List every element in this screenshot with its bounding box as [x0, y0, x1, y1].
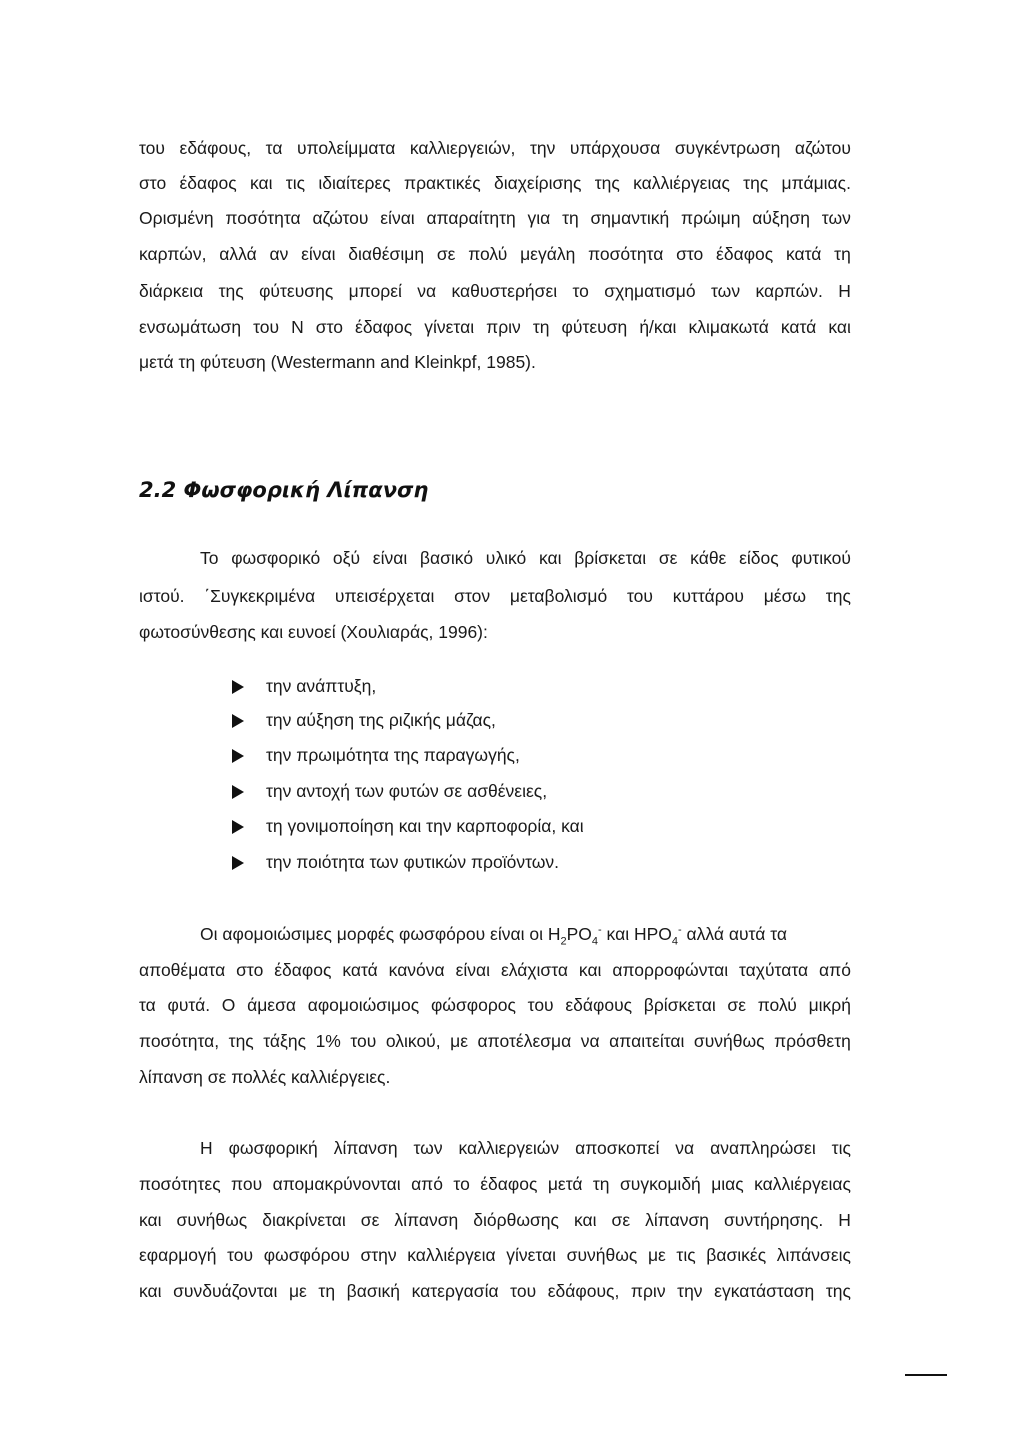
arrow-bullet-icon [232, 680, 244, 694]
text-line: μετά τη φύτευση (Westermann and Kleinkpf, 1985). [139, 352, 536, 372]
arrow-bullet-icon [232, 714, 244, 728]
list-item: την πρωιμότητα της παραγωγής, [232, 745, 520, 765]
arrow-bullet-icon [232, 856, 244, 870]
text-line: Το φωσφορικό οξύ είναι βασικό υλικό και βρίσκεται σε κάθε είδος φυτικού [200, 548, 851, 568]
text-line: ιστού. ΄Συγκεκριμένα υπεισέρχεται στον μεταβολισμό του κυττάρου μέσω της [139, 586, 851, 606]
arrow-bullet-icon [232, 785, 244, 799]
list-item: την αντοχή των φυτών σε ασθένειες, [232, 781, 547, 801]
text-line: εφαρμογή του φωσφόρου στην καλλιέργεια γίνεται συνήθως με τις βασικές λιπάνσεις [139, 1245, 851, 1265]
list-item: τη γονιμοποίηση και την καρποφορία, και [232, 816, 584, 836]
list-item: την αύξηση της ριζικής μάζας, [232, 710, 496, 730]
text-line: ποσότητες που απομακρύνονται από το έδαφος μετά τη συγκομιδή μιας καλλιέργειας [139, 1174, 851, 1194]
text-line: Η φωσφορική λίπανση των καλλιεργειών αποσκοπεί να αναπληρώσει τις [200, 1138, 851, 1158]
text-line: διάρκεια της φύτευσης μπορεί να καθυστερήσει το σχηματισμό των καρπών. Η [139, 281, 851, 301]
arrow-bullet-icon [232, 820, 244, 834]
text-line: Ορισμένη ποσότητα αζώτου είναι απαραίτητη για τη σημαντική πρώιμη αύξηση των [139, 208, 851, 228]
formula-text: Οι αφομοιώσιμες μορφές φωσφόρου είναι οι $H_2PO_4^-$ και $HPO_4^-$ αλλά αυτά τα [200, 924, 787, 948]
text-line: στο έδαφος και τις ιδιαίτερες πρακτικές διαχείρισης της καλλιέργειας της μπάμιας. [139, 173, 851, 193]
text-line: φωτοσύνθεσης και ευνοεί (Χουλιαράς, 1996): [139, 622, 488, 642]
list-item: την ανάπτυξη, [232, 676, 376, 696]
text-line: και συνδυάζονται με τη βασική κατεργασία του εδάφους, πριν την εγκατάσταση της [139, 1281, 851, 1301]
text-line: αποθέματα στο έδαφος κατά κανόνα είναι ελάχιστα και απορροφώνται ταχύτατα από [139, 960, 851, 980]
text-line: του εδάφους, τα υπολείμματα καλλιεργειών, την υπάρχουσα συγκέντρωση αζώτου [139, 138, 851, 158]
text-line: καρπών, αλλά αν είναι διαθέσιμη σε πολύ μεγάλη ποσότητα στο έδαφος κατά τη [139, 244, 851, 264]
footer-rule [905, 1374, 947, 1376]
section-heading: 2.2 Φωσφορική Λίπανση [139, 478, 429, 502]
text-line: ενσωμάτωση του N στο έδαφος γίνεται πριν τη φύτευση ή/και κλιμακωτά κατά και [139, 317, 851, 337]
text-line: και συνήθως διακρίνεται σε λίπανση διόρθωσης και σε λίπανση συντήρησης. Η [139, 1210, 851, 1230]
text-line: τα φυτά. Ο άμεσα αφομοιώσιμος φώσφορος του εδάφους βρίσκεται σε πολύ μικρή [139, 995, 851, 1015]
text-line [200, 924, 851, 948]
list-item: την ποιότητα των φυτικών προϊόντων. [232, 852, 559, 872]
text-line: ποσότητα, της τάξης 1% του ολικού, με αποτέλεσμα να απαιτείται συνήθως πρόσθετη [139, 1031, 851, 1051]
arrow-bullet-icon [232, 749, 244, 763]
text-line: λίπανση σε πολλές καλλιέργειες. [139, 1067, 391, 1087]
